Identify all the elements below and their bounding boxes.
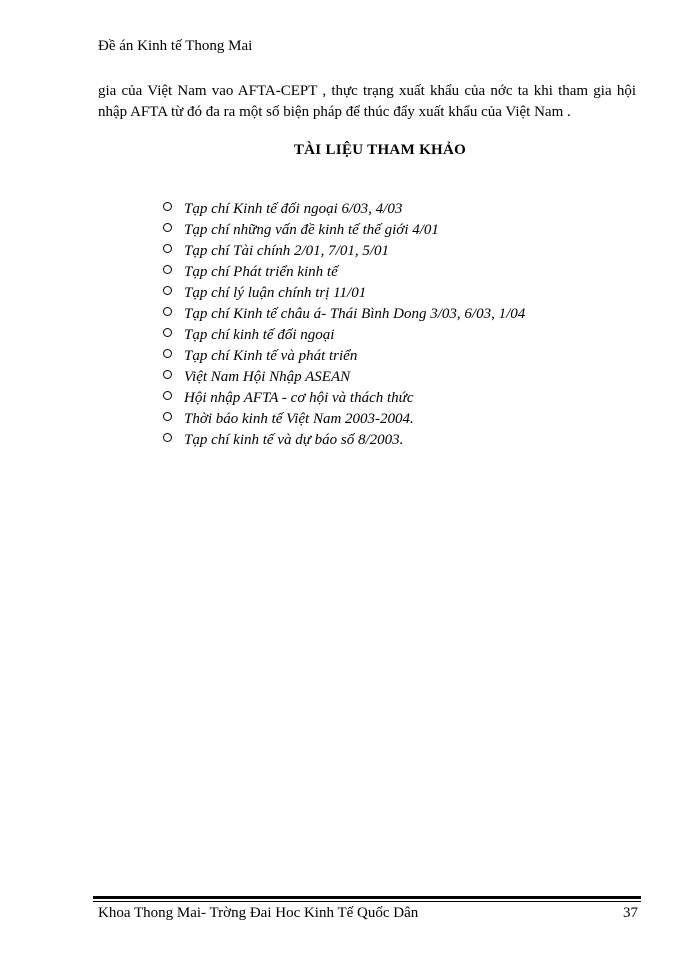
reference-list — [163, 199, 525, 451]
reference-text: Hội nhập AFTA - cơ hội và thách thức — [184, 390, 414, 406]
list-item — [163, 430, 525, 451]
list-item — [163, 346, 525, 367]
bullet-circle-icon — [163, 286, 172, 295]
page-footer: Khoa Thong Mai- Trờng Đai Hoc Kinh Tế Quốc Dân — [98, 905, 419, 921]
page-header: Đề án Kinh tế Thong Mai — [98, 38, 253, 54]
bullet-circle-icon — [163, 265, 172, 274]
bullet-circle-icon — [163, 412, 172, 421]
list-item — [163, 241, 525, 262]
reference-text: Tạp chí kinh tế đối ngoại — [184, 327, 335, 343]
bullet-circle-icon — [163, 328, 172, 337]
list-item — [163, 388, 525, 409]
list-item — [163, 409, 525, 430]
page-number: 37 — [623, 905, 638, 921]
reference-text: Tạp chí những vấn đề kinh tế thế giới 4/01 — [184, 222, 439, 238]
reference-text: Tạp chí lý luận chính trị 11/01 — [184, 285, 367, 301]
reference-text: Tạp chí Kinh tế đối ngoại 6/03, 4/03 — [184, 201, 403, 217]
section-title: TÀI LIỆU THAM KHẢO — [293, 142, 467, 158]
reference-text: Tạp chí kinh tế và dự báo số 8/2003. — [184, 432, 404, 448]
footer-divider-thin — [93, 901, 641, 902]
reference-text: Tạp chí Kinh tế và phát triển — [184, 348, 358, 364]
reference-text: Việt Nam Hội Nhập ASEAN — [184, 369, 351, 385]
list-item — [163, 262, 525, 283]
list-item — [163, 283, 525, 304]
bullet-circle-icon — [163, 370, 172, 379]
bullet-circle-icon — [163, 391, 172, 400]
list-item — [163, 220, 525, 241]
list-item — [163, 325, 525, 346]
reference-text: Thời báo kinh tế Việt Nam 2003-2004. — [184, 411, 414, 427]
bullet-circle-icon — [163, 307, 172, 316]
bullet-circle-icon — [163, 202, 172, 211]
intro-paragraph: gia của Việt Nam vao AFTA-CEPT , thực trạng xuất khẩu của nớc ta khi tham gia hội nhập AFTA từ đó đa ra một số biện pháp để thúc đẩy xuất khẩu của Việt Nam . — [98, 83, 636, 120]
bullet-circle-icon — [163, 433, 172, 442]
bullet-circle-icon — [163, 349, 172, 358]
bullet-circle-icon — [163, 244, 172, 253]
list-item — [163, 199, 525, 220]
footer-divider — [93, 896, 641, 899]
reference-text: Tạp chí Tài chính 2/01, 7/01, 5/01 — [184, 243, 390, 259]
reference-text: Tạp chí Phát triển kinh tế — [184, 264, 338, 280]
list-item — [163, 367, 525, 388]
reference-text: Tạp chí Kinh tế châu á- Thái Bình Dong 3/03, 6/03, 1/04 — [184, 306, 526, 322]
list-item — [163, 304, 525, 325]
bullet-circle-icon — [163, 223, 172, 232]
